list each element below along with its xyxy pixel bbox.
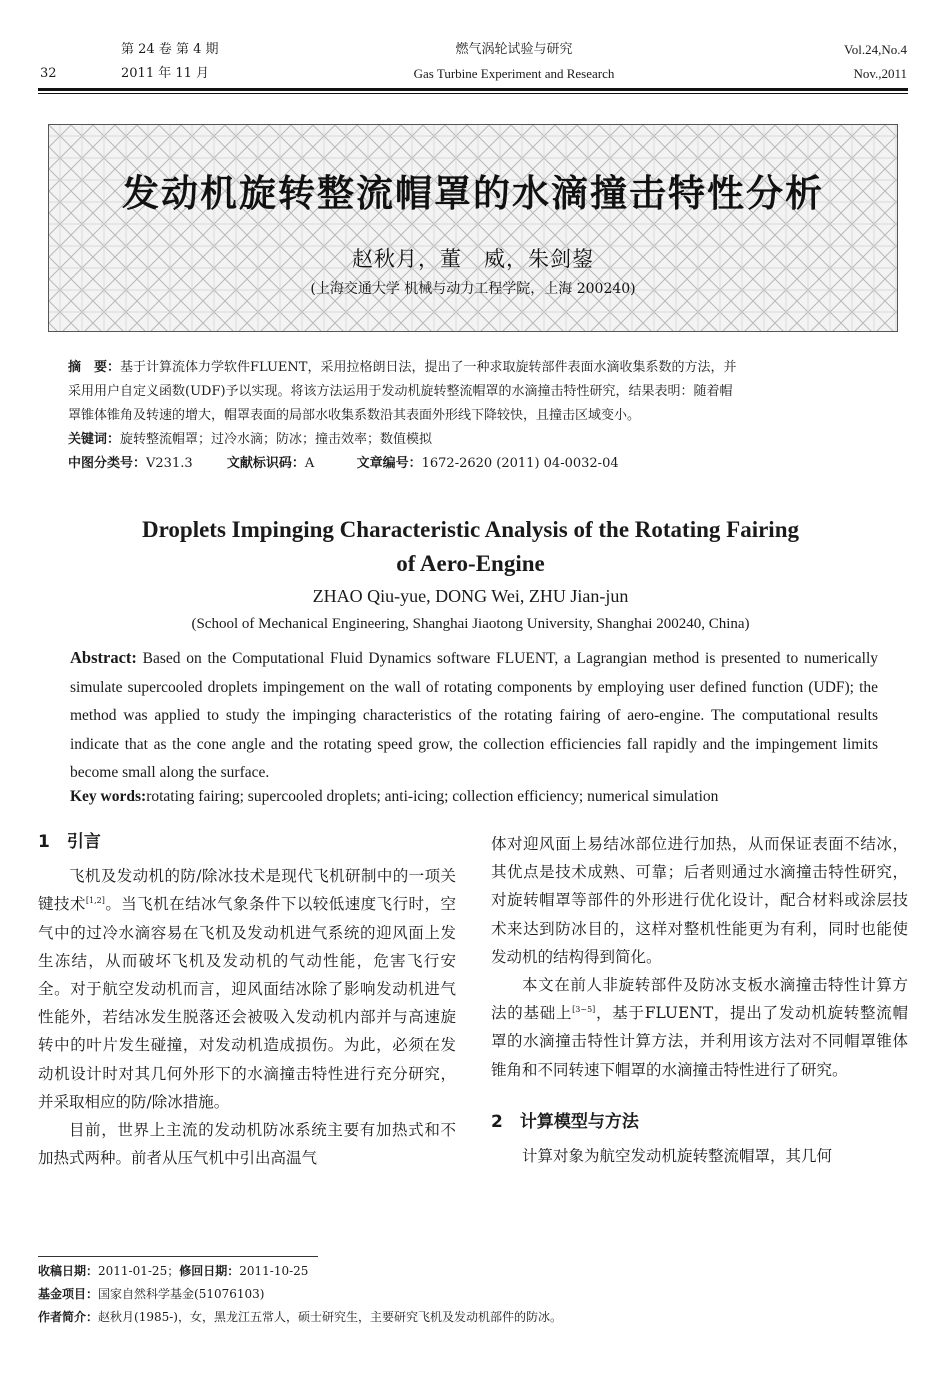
abstract-en-label: Abstract: [70,648,137,667]
keywords-cn: 关键词：旋转整流帽罩；过冷水滴；防冰；撞击效率；数值模拟 [68,432,433,447]
paper-title-en: Droplets Impinging Characteristic Analysis of the Rotating Fairing of Aero-Engine [142,517,799,576]
body-left-column [38,828,456,1172]
header-rule-thick [38,88,908,91]
body-right-column [491,830,908,1170]
footnote-dates: 收稿日期：2011-01-25；修回日期：2011-10-25 [38,1264,309,1278]
journal-name-cn: 燃气涡轮试验与研究 [455,42,573,57]
abstract-cn-line-3: 罩锥体锥角及转速的增大，帽罩表面的局部水收集系数沿其表面外形线下降较快，且撞击区域变小。 [68,408,641,423]
affiliation-en: (School of Mechanical Engineering, Shanghai Jiaotong University, Shanghai 200240, China) [191,616,750,632]
footnote-rule [38,1256,318,1257]
volume-cn: 第 24 卷 第 4 期 [121,42,219,57]
volume-en: Vol.24,No.4 [844,42,907,57]
footnote-fund: 基金项目：国家自然科学基金(51076103) [38,1287,265,1301]
date-cn: 2011 年 11 月 [121,66,210,81]
article-number: 1672-2620 (2011) 04-0032-04 [421,456,619,471]
right-paragraph-1: 体对迎风面上易结冰部位进行加热，从而保证表面不结冰，其优点是技术成熟、可靠；后者则通过水滴撞击特性研究，对旋转帽罩等部件的外形进行优化设计，配合材料或涂层技术来达到防冰目的，这样对整机性能更为有利，同时也能使发动机的结构得到简化。 [491,835,908,966]
classification-line: 中图分类号：V231.3 文献标识码：A 文章编号：1672-2620 (2011) 04-0032-04 [68,456,619,471]
doc-code: A [304,456,315,471]
keywords-en: Key words:rotating fairing; supercooled droplets; anti-icing; collection efficiency; numerical simulation [70,788,719,805]
date-en: Nov.,2011 [853,66,907,81]
abstract-cn-label: 摘 要： [68,360,121,375]
abstract-cn-line-1: 摘 要：基于计算流体力学软件FLUENT，采用拉格朗日法，提出了一种求取旋转部件表面水滴收集系数的方法，并 [68,360,737,375]
affiliation-cn: (上海交通大学 机械与动力工程学院，上海 200240) [310,281,636,297]
section-1-paragraph-2: 目前，世界上主流的发动机防冰系统主要有加热式和不加热式两种。前者从压气机中引出高温气 [38,1121,456,1168]
section-1-title: 1 引言 [38,832,101,852]
section-2-paragraph-1: 计算对象为航空发动机旋转整流帽罩，其几何 [522,1147,833,1166]
authors-cn: 赵秋月，董 威，朱剑鋆 [352,247,594,271]
abstract-cn [68,356,880,476]
lattice-pattern [49,125,898,332]
paper-title-cn: 发动机旋转整流帽罩的水滴撞击特性分析 [122,172,824,215]
clc-number: V231.3 [146,456,193,471]
journal-name-en: Gas Turbine Experiment and Research [413,66,615,81]
header-rule-thin [38,93,908,94]
page-number: 32 [40,66,57,81]
section-1-paragraph-1: 飞机及发动机的防/除冰技术是现代飞机研制中的一项关键技术[1,2]。当飞机在结冰气象条件下以较低速度飞行时，空气中的过冷水滴容易在飞机及发动机进气系统的迎风面上发生冻结，从而破坏飞机及发动机的气动性能，危害飞行安全。对于航空发动机而言，迎风面结冰除了影响发动机进气性能外，若结冰发生脱落还会被吸入发动机内部并与高速旋转中的叶片发生碰撞，对发动机造成损伤。为此，必须在发动机设计时对其几何外形下的水滴撞击特性进行充分研究，并采取相应的防/除冰措施。 [38,867,456,1111]
abstract-en: Abstract: Based on the Computational Fluid Dynamics software FLUENT, a Lagrangian method is presented to numerically simulate supercooled droplets impingement on the wall of rotating components by employing user defined function (UDF); the method was applied to study the impinging characteristics of the rotating fairing of aero-engine. The computational results indicate that as the cone angle and the rotating speed grow, the collection efficiencies fall rapidly and the impingement limits become small along the surface. [70,648,879,781]
right-paragraph-2: 本文在前人非旋转部件及防冰支板水滴撞击特性计算方法的基础上[3~5]，基于FLUENT，提出了发动机旋转整流帽罩的水滴撞击特性计算方法，并利用该方法对不同帽罩锥体锥角和不同转速下帽罩的水滴撞击特性进行了研究。 [491,976,908,1079]
title-box [48,124,898,332]
abstract-cn-line-2: 采用用户自定义函数(UDF)予以实现。将该方法运用于发动机旋转整流帽罩的水滴撞击特性研究，结果表明：随着帽 [68,384,733,399]
section-2-title: 2 计算模型与方法 [491,1111,639,1132]
footnote-author: 作者简介：赵秋月(1985-)，女，黑龙江五常人，硕士研究生，主要研究飞机及发动机部件的防冰。 [38,1310,562,1324]
authors-en: ZHAO Qiu-yue, DONG Wei, ZHU Jian-jun [312,586,629,606]
